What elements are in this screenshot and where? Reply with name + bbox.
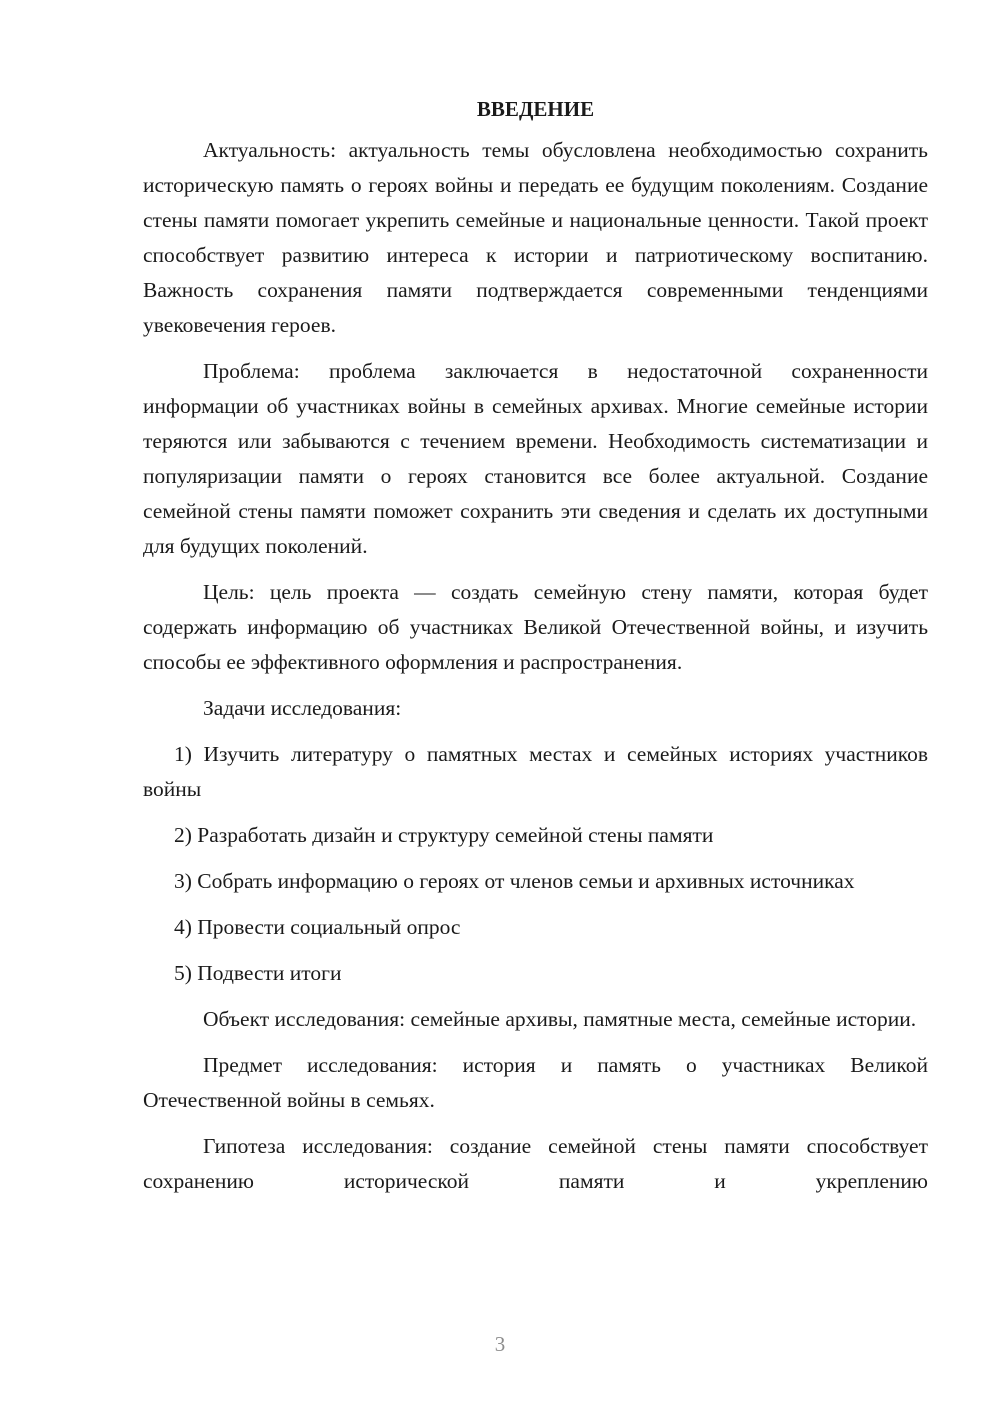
- task-item: 2) Разработать дизайн и структуру семейной стены памяти: [174, 823, 714, 847]
- section-title: ВВЕДЕНИЕ: [476, 97, 595, 121]
- tasks-heading: Задачи исследования:: [203, 696, 402, 720]
- goal-paragraph: Цель: цель проекта — создать семейную стену памяти, которая будет содержать информацию об участниках Великой Отечественной войны, и изучить способы ее эффективного оформления и распространения.: [143, 580, 928, 674]
- subject-paragraph: Предмет исследования: история и память о участниках Великой Отечественной войны в семьях.: [143, 1053, 928, 1112]
- relevance-paragraph: Актуальность: актуальность темы обусловлена необходимостью сохранить историческую память о героях войны и передать ее будущим поколениям. Создание стены памяти помогает укрепить семейные и национальные ценности. Такой проект способствует развитию интереса к истории и патриотическому воспитанию. Важность сохранения памяти подтверждается современными тенденциями увековечения героев.: [143, 138, 928, 337]
- task-item: 5) Подвести итоги: [174, 961, 342, 985]
- task-item: 3) Собрать информацию о героях от членов семьи и архивных источниках: [174, 869, 855, 893]
- problem-paragraph: Проблема: проблема заключается в недостаточной сохраненности информации об участниках войны в семейных архивах. Многие семейные истории теряются или забываются с течением времени. Необходимость систематизации и популяризации памяти о героях становится все более актуальной. Создание семейной стены памяти поможет сохранить эти сведения и сделать их доступными для будущих поколений.: [143, 359, 928, 558]
- task-item: 4) Провести социальный опрос: [174, 915, 461, 939]
- object-paragraph: Объект исследования: семейные архивы, памятные места, семейные истории.: [203, 1007, 917, 1031]
- task-item: 1) Изучить литературу о памятных местах и семейных историях участников войны: [143, 742, 928, 801]
- hypothesis-paragraph: Гипотеза исследования: создание семейной стены памяти способствует сохранению исторической памяти и укреплению: [143, 1134, 928, 1193]
- page-number: 3: [494, 1332, 506, 1356]
- document-page: [143, 92, 928, 1210]
